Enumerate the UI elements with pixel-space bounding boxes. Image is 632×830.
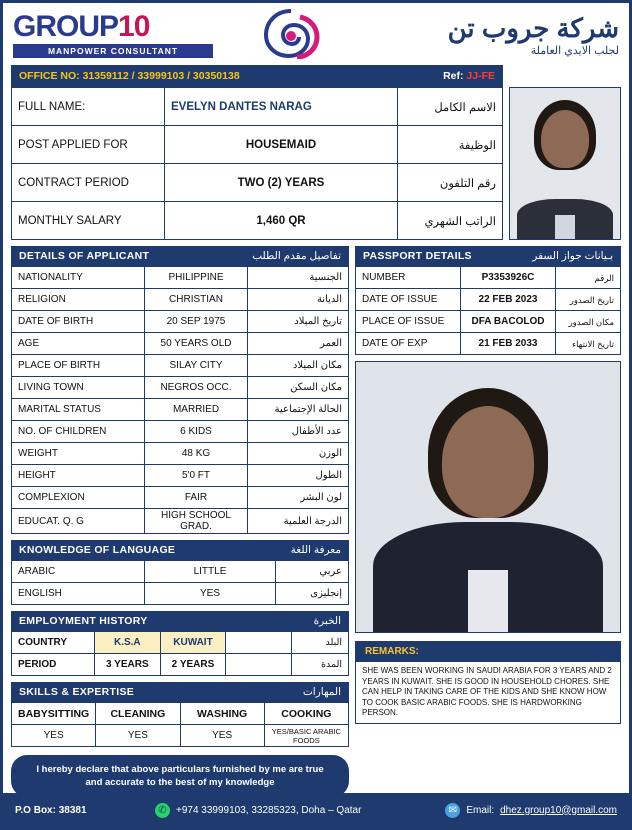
arabic-company-name <box>369 14 619 57</box>
document-footer <box>3 793 629 827</box>
full-name-label: FULL NAME: <box>12 88 165 126</box>
skill-header-cleaning: CLEANING <box>96 703 180 725</box>
employment-section-header <box>11 611 349 631</box>
email-address[interactable]: dhez.group10@gmail.com <box>500 804 617 816</box>
email-icon: ✉ <box>445 803 460 818</box>
language-section-header <box>11 540 349 560</box>
post-applied-value: HOUSEMAID <box>165 126 398 164</box>
logo-subtitle: MANPOWER CONSULTANT <box>13 44 213 58</box>
education-arabic: الدرجة العلمية <box>248 509 349 534</box>
arabic-language-value: LITTLE <box>145 561 276 583</box>
date-of-exp-label: DATE OF EXP <box>356 333 461 355</box>
table-row <box>12 703 349 725</box>
passport-details-table <box>355 266 621 355</box>
children-label: NO. OF CHILDREN <box>12 421 145 443</box>
office-number: OFFICE NO: 31359112 / 33999103 / 30350138 <box>19 70 240 82</box>
phone-contact <box>155 803 387 818</box>
logo-text <box>13 12 213 42</box>
skill-value-washing: YES <box>180 725 264 747</box>
remarks-header: REMARKS: <box>355 641 621 662</box>
skills-table <box>11 702 349 747</box>
skill-value-babysitting: YES <box>12 725 96 747</box>
full-name-value: EVELYN DANTES NARAG <box>165 88 398 126</box>
table-row <box>12 421 349 443</box>
living-town-label: LIVING TOWN <box>12 377 145 399</box>
table-row <box>12 126 503 164</box>
religion-value: CHRISTIAN <box>145 289 248 311</box>
english-language-value: YES <box>145 583 276 605</box>
education-value: HIGH SCHOOL GRAD. <box>145 509 248 534</box>
language-table <box>11 560 349 605</box>
declaration-text: I hereby declare that above particulars furnished by me are true and accurate to the best of my knowledge <box>11 755 349 797</box>
living-town-value: NEGROS OCC. <box>145 377 248 399</box>
office-bar <box>11 65 503 87</box>
document-header <box>3 3 629 65</box>
date-of-exp-arabic: تاريخ الانتهاء <box>556 333 621 355</box>
post-applied-arabic: الوظيفة <box>398 126 503 164</box>
arabic-subtitle: لجلب الايدي العاملة <box>530 44 619 57</box>
applicant-section-title: DETAILS OF APPLICANT <box>19 250 150 262</box>
living-town-arabic: مكان السكن <box>248 377 349 399</box>
height-value: 5'0 FT <box>145 465 248 487</box>
skill-header-cooking: COOKING <box>264 703 348 725</box>
po-box: P.O Box: 38381 <box>15 804 87 816</box>
weight-value: 48 KG <box>145 443 248 465</box>
table-row <box>12 509 349 534</box>
email-contact[interactable] <box>387 803 617 818</box>
complexion-arabic: لون البشر <box>248 487 349 509</box>
applicant-section-header <box>11 246 349 266</box>
skill-value-cooking: YES/BASIC ARABIC FOODS <box>264 725 348 747</box>
table-row <box>12 725 349 747</box>
table-row <box>12 654 349 676</box>
religion-label: RELIGION <box>12 289 145 311</box>
dob-arabic: تاريخ الميلاد <box>248 311 349 333</box>
religion-arabic: الديانة <box>248 289 349 311</box>
country-label: COUNTRY <box>12 632 95 654</box>
period-label: PERIOD <box>12 654 95 676</box>
height-arabic: الطول <box>248 465 349 487</box>
language-section-title-arabic: معرفة اللغة <box>290 544 341 556</box>
table-row <box>12 632 349 654</box>
remarks-text: SHE WAS BEEN WORKING IN SAUDI ARABIA FOR 3 YEARS AND 2 YEARS IN KUWAIT. SHE IS GOOD IN HOUSEHOLD CHORES. SHE CAN HELP IN TAKING CARE OF THE KIDS AND SHE KNOW HOW TO COOK BASIC ARABIC FOODS. SHE IS HARDWORKING PERSON. <box>355 662 621 724</box>
reference <box>443 70 495 82</box>
table-row <box>12 88 503 126</box>
country-value-1: K.S.A <box>95 632 161 654</box>
left-column <box>11 246 349 797</box>
age-value: 50 YEARS OLD <box>145 333 248 355</box>
applicant-portrait-large <box>356 362 620 632</box>
marital-status-value: MARRIED <box>145 399 248 421</box>
nationality-label: NATIONALITY <box>12 267 145 289</box>
place-of-birth-arabic: مكان الميلاد <box>248 355 349 377</box>
table-row <box>12 583 349 605</box>
passport-number-arabic: الرقم <box>556 267 621 289</box>
language-section-title: KNOWLEDGE OF LANGUAGE <box>19 544 176 556</box>
reference-value: JJ-FE <box>466 70 495 82</box>
passport-number-label: NUMBER <box>356 267 461 289</box>
monthly-salary-arabic: الراتب الشهري <box>398 202 503 240</box>
table-row <box>12 267 349 289</box>
applicant-full-photo <box>355 361 621 633</box>
height-label: HEIGHT <box>12 465 145 487</box>
weight-arabic: الوزن <box>248 443 349 465</box>
date-of-issue-label: DATE OF ISSUE <box>356 289 461 311</box>
table-row <box>12 164 503 202</box>
contract-period-value: TWO (2) YEARS <box>165 164 398 202</box>
country-value-3 <box>226 632 292 654</box>
phone-number: +974 33999103, 33285323, Doha – Qatar <box>176 804 362 816</box>
table-row <box>12 377 349 399</box>
table-row <box>356 311 621 333</box>
passport-section-title: PASSPORT DETAILS <box>363 250 472 262</box>
age-arabic: العمر <box>248 333 349 355</box>
skills-section-title: SKILLS & EXPERTISE <box>19 686 135 698</box>
logo-ten-text: 10 <box>118 10 150 43</box>
contract-period-arabic: رقم التلفون <box>398 164 503 202</box>
children-arabic: عدد الأطفال <box>248 421 349 443</box>
right-column <box>355 246 621 797</box>
children-value: 6 KIDS <box>145 421 248 443</box>
country-arabic: البلد <box>292 632 349 654</box>
period-arabic: المدة <box>292 654 349 676</box>
table-row <box>12 311 349 333</box>
skill-value-cleaning: YES <box>96 725 180 747</box>
table-row <box>12 399 349 421</box>
weight-label: WEIGHT <box>12 443 145 465</box>
place-of-birth-label: PLACE OF BIRTH <box>12 355 145 377</box>
marital-status-label: MARITAL STATUS <box>12 399 145 421</box>
period-value-1: 3 YEARS <box>95 654 161 676</box>
dob-label: DATE OF BIRTH <box>12 311 145 333</box>
country-value-2: KUWAIT <box>160 632 226 654</box>
applicant-section-title-arabic: تفاصيل مقدم الطلب <box>252 250 341 262</box>
table-row <box>12 202 503 240</box>
table-row <box>356 289 621 311</box>
table-row <box>12 443 349 465</box>
table-row <box>12 561 349 583</box>
main-columns <box>11 246 621 797</box>
email-label: Email: <box>466 804 495 816</box>
complexion-value: FAIR <box>145 487 248 509</box>
place-of-issue-arabic: مكان الصدور <box>556 311 621 333</box>
period-value-3 <box>226 654 292 676</box>
age-label: AGE <box>12 333 145 355</box>
dob-value: 20 SEP 1975 <box>145 311 248 333</box>
english-language-label: ENGLISH <box>12 583 145 605</box>
table-row <box>12 289 349 311</box>
date-of-issue-arabic: تاريخ الصدور <box>556 289 621 311</box>
marital-status-arabic: الحالة الإجتماعية <box>248 399 349 421</box>
passport-photo <box>509 87 621 240</box>
full-name-arabic: الاسم الكامل <box>398 88 503 126</box>
skills-section-header <box>11 682 349 702</box>
logo-main-text: GROUP <box>13 10 119 43</box>
skills-section-title-arabic: المهارات <box>302 686 341 698</box>
monthly-salary-value: 1,460 QR <box>165 202 398 240</box>
applicant-details-table <box>11 266 349 534</box>
arabic-language-arabic: عربي <box>276 561 349 583</box>
arabic-title: شركة جروب تن <box>447 12 619 43</box>
table-row <box>12 487 349 509</box>
skill-header-washing: WASHING <box>180 703 264 725</box>
passport-number-value: P3353926C <box>461 267 556 289</box>
contract-period-label: CONTRACT PERIOD <box>12 164 165 202</box>
employment-section-title: EMPLOYMENT HISTORY <box>19 615 148 627</box>
education-label: EDUCAT. Q. G <box>12 509 145 534</box>
place-of-issue-label: PLACE OF ISSUE <box>356 311 461 333</box>
whatsapp-icon: ✆ <box>155 803 170 818</box>
nationality-arabic: الجنسية <box>248 267 349 289</box>
employment-section-title-arabic: الخبرة <box>313 615 341 627</box>
date-of-exp-value: 21 FEB 2033 <box>461 333 556 355</box>
skill-header-babysitting: BABYSITTING <box>12 703 96 725</box>
table-row <box>356 267 621 289</box>
complexion-label: COMPLEXION <box>12 487 145 509</box>
place-of-issue-value: DFA BACOLOD <box>461 311 556 333</box>
post-applied-label: POST APPLIED FOR <box>12 126 165 164</box>
english-language-arabic: إنجليزى <box>276 583 349 605</box>
table-row <box>12 355 349 377</box>
passport-section-title-arabic: بـيانات جواز السفر <box>532 250 613 262</box>
table-row <box>12 333 349 355</box>
top-info-table <box>11 87 503 240</box>
date-of-issue-value: 22 FEB 2023 <box>461 289 556 311</box>
passport-section-header <box>355 246 621 266</box>
nationality-value: PHILIPPINE <box>145 267 248 289</box>
table-row <box>12 465 349 487</box>
applicant-portrait-small <box>510 88 620 239</box>
place-of-birth-value: SILAY CITY <box>145 355 248 377</box>
swirl-icon <box>256 7 326 64</box>
table-row <box>356 333 621 355</box>
company-logo <box>13 12 213 58</box>
period-value-2: 2 YEARS <box>160 654 226 676</box>
office-row <box>11 65 621 87</box>
arabic-language-label: ARABIC <box>12 561 145 583</box>
reference-label: Ref: <box>443 70 464 82</box>
top-info-section <box>11 87 621 240</box>
monthly-salary-label: MONTHLY SALARY <box>12 202 165 240</box>
employment-history-table <box>11 631 349 676</box>
